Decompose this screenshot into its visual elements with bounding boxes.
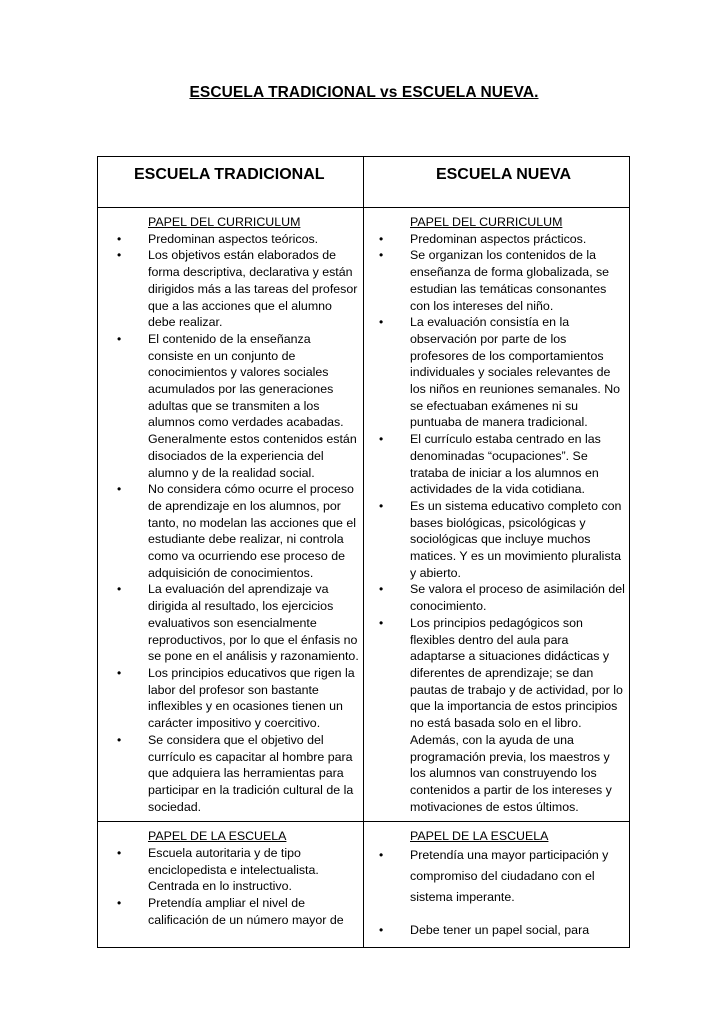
section-title: PAPEL DEL CURRICULUM [410, 215, 563, 229]
bullet-icon: • [379, 315, 384, 330]
cell-traditional-curriculum [98, 208, 364, 822]
list-spacer [410, 908, 625, 920]
cell-new-curriculum [364, 208, 630, 822]
list-item: • Predominan aspectos prácticos. [379, 231, 587, 246]
bullet-list [117, 231, 359, 816]
list-item: • Es un sistema educativo completo con bases biológicas, psicológicas y sociológicas que incluye muchos matices. Y es un movimiento pluralista y abierto. [379, 498, 622, 580]
bullet-icon: • [379, 248, 384, 263]
list-item: • Pretendía ampliar el nivel de calificación de un número mayor de [117, 896, 344, 927]
list-item: • Pretendía una mayor participación y compromiso del ciudadano con el sistema imperante. [410, 845, 625, 908]
list-item: • El contenido de la enseñanza consiste en un conjunto de conocimientos y valores sociales acumulados por las generaciones adultas que se transmiten a los alumnos como verdades acabadas. Generalmente estos contenidos están disociados de la experiencia del alumno y de la realidad social. [117, 331, 357, 480]
header-cell-left [98, 157, 364, 208]
bullet-icon: • [117, 896, 122, 911]
list-item: • Los objetivos están elaborados de forma descriptiva, declarativa y están dirigidos más a las tareas del profesor que a las acciones que el alumno debe realizar. [117, 248, 358, 330]
section-title: PAPEL DE LA ESCUELA [148, 829, 287, 844]
list-item: • El currículo estaba centrado en las denominadas “ocupaciones”. Se trataba de iniciar a los alumnos en actividades de la vida cotidiana. [379, 432, 601, 497]
list-item: • Debe tener un papel social, para [410, 920, 625, 941]
bullet-icon: • [379, 615, 384, 630]
list-item: • La evaluación consistía en la observación por parte de los profesores de los comportamientos individuales y sociales relevantes de los niños en reuniones semanales. No se efectuaban exámenes ni su puntuaba de manera tradicional. [379, 315, 621, 430]
bullet-icon: • [117, 732, 122, 747]
section-title: PAPEL DE LA ESCUELA [410, 829, 549, 844]
list-item: • Se considera que el objetivo del currículo es capacitar al hombre para que adquiera las herramientas para participar en la tradición cultural de la sociedad. [117, 732, 354, 814]
list-item: • Se organizan los contenidos de la enseñanza de forma globalizada, se estudian las temáticas consonantes con los intereses del niño. [379, 248, 610, 313]
list-item: • Se valora el proceso de asimilación del conocimiento. [379, 582, 625, 614]
list-item: • Escuela autoritaria y de tipo enciclopedista e intelectualista. Centrada en lo instructivo. [117, 846, 319, 894]
table-row [98, 208, 630, 822]
header-row [98, 157, 630, 208]
bullet-list [379, 845, 625, 941]
bullet-icon: • [379, 231, 384, 246]
bullet-icon: • [379, 498, 384, 513]
cell-new-school [364, 822, 630, 948]
column-header-new: ESCUELA NUEVA [435, 166, 572, 183]
bullet-list [379, 231, 625, 816]
bullet-icon: • [379, 432, 384, 447]
list-item: • La evaluación del aprendizaje va dirigida al resultado, los ejercicios evaluativos son esencialmente reproductivos, por lo que el énfasis no se pone en el análisis y razonamiento. [117, 582, 359, 664]
list-item: • Los principios educativos que rigen la labor del profesor son bastante inflexibles y en ocasiones tienen un carácter impositivo y coercitivo. [117, 665, 355, 731]
cell-traditional-school [98, 822, 364, 948]
list-item: • Los principios pedagógicos son flexibles dentro del aula para adaptarse a situaciones didácticas y diferentes de aprendizaje; se dan pautas de trabajo y de actividad, por lo que la importancia de estos principios no está basada solo en el libro. Además, con la ayuda de una programación previa, los maestros y los alumnos van construyendo los contenidos a partir de los intereses y motivaciones de estos últimos. [379, 615, 623, 814]
bullet-icon: • [379, 923, 384, 938]
bullet-icon: • [117, 846, 122, 861]
bullet-list [117, 845, 359, 929]
bullet-icon: • [117, 331, 122, 346]
bullet-icon: • [117, 482, 122, 497]
document-title: ESCUELA TRADICIONAL vs ESCUELA NUEVA. [189, 84, 539, 101]
list-item: • Predominan aspectos teóricos. [117, 231, 319, 246]
table-row [98, 822, 630, 948]
bullet-icon: • [379, 582, 384, 597]
bullet-icon: • [379, 848, 384, 863]
column-header-traditional: ESCUELA TRADICIONAL [134, 166, 325, 183]
bullet-icon: • [117, 248, 122, 263]
bullet-icon: • [117, 665, 122, 680]
comparison-table [97, 156, 630, 948]
list-item: • No considera cómo ocurre el proceso de aprendizaje en los alumnos, por tanto, no modelan las acciones que el estudiante debe realizar, ni controla como va ocurriendo ese proceso de adquisición de conocimientos. [117, 482, 357, 580]
bullet-icon: • [117, 582, 122, 597]
section-title: PAPEL DEL CURRICULUM [148, 215, 301, 229]
bullet-icon: • [117, 231, 122, 246]
header-cell-right [364, 157, 630, 208]
